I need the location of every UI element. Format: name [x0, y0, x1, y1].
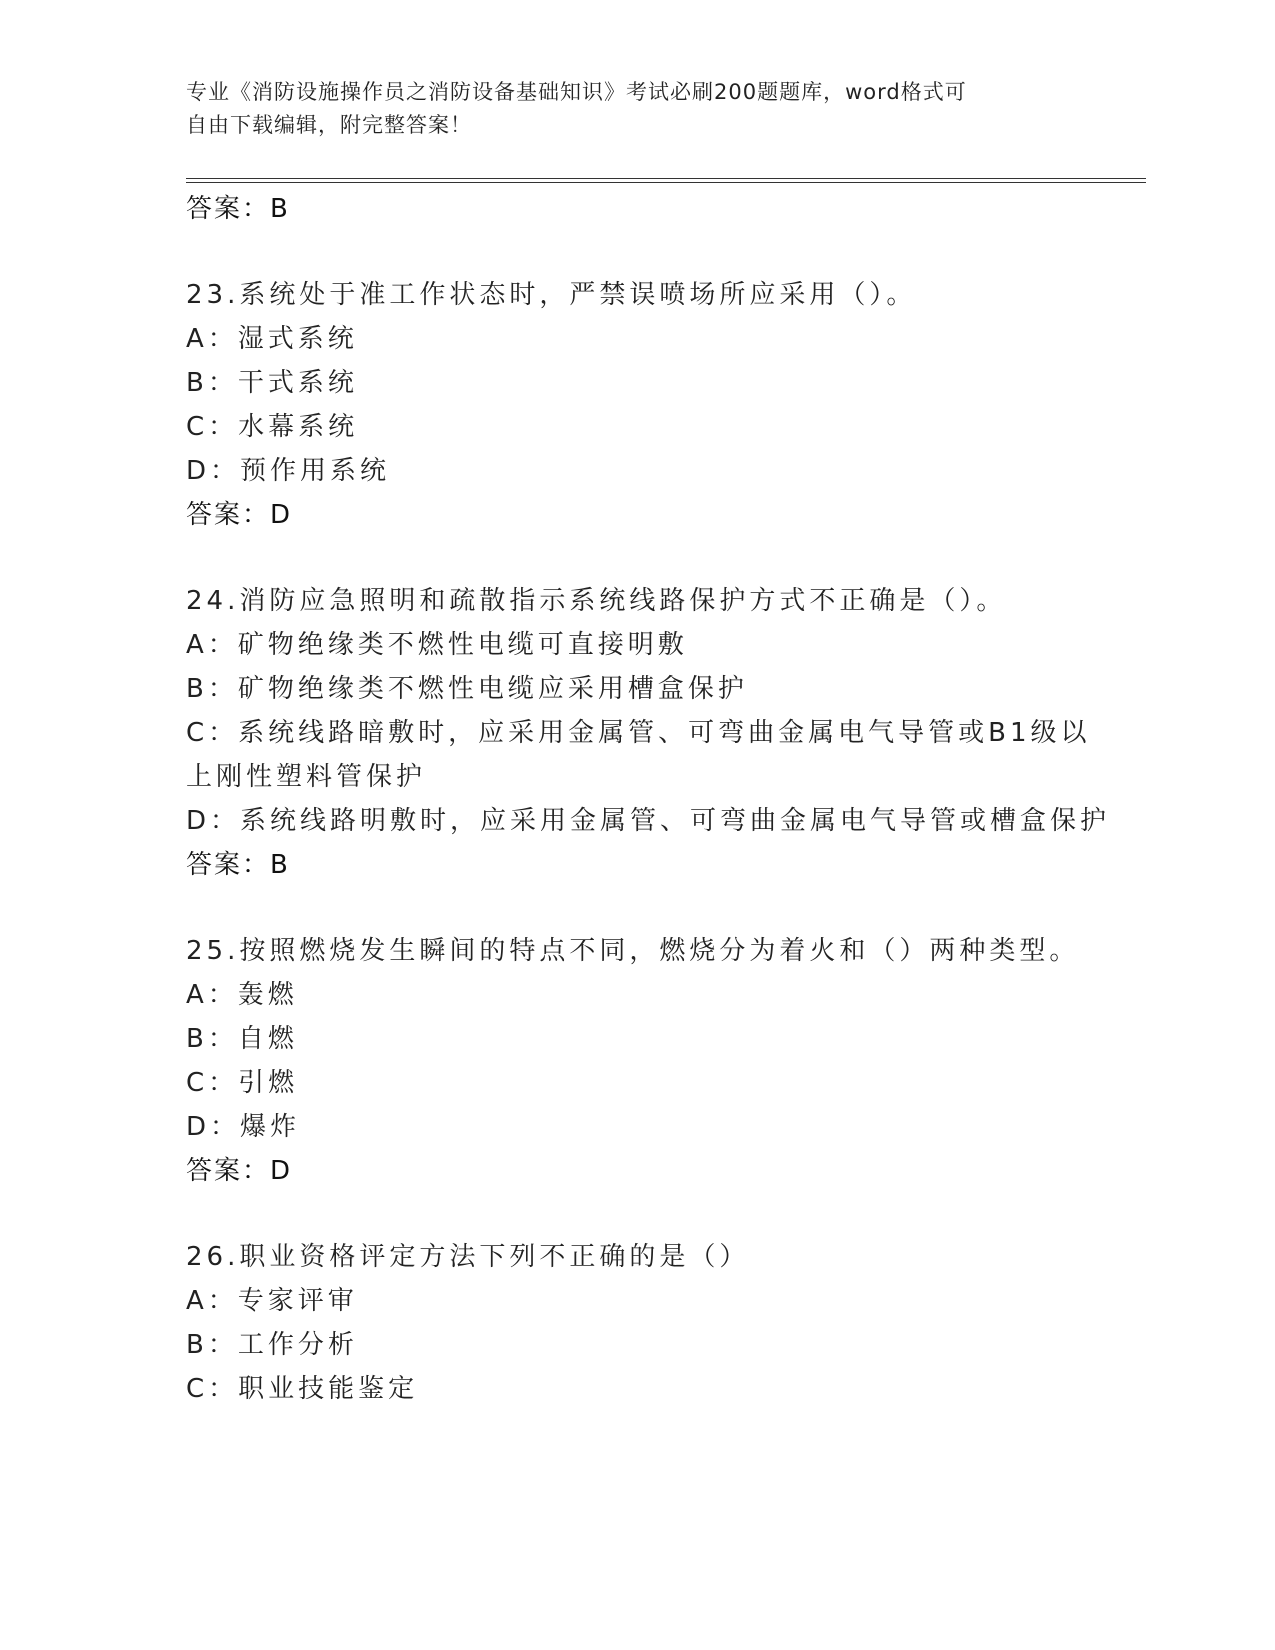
q24-answer: 答案：B — [186, 850, 290, 880]
q24-option-d: D：系统线路明敷时，应采用金属管、可弯曲金属电气导管或槽盒保护 — [186, 806, 1111, 836]
q23-answer: 答案：D — [186, 500, 293, 530]
q25-option-d: D：爆炸 — [186, 1112, 301, 1142]
q25-option-b: B：自燃 — [186, 1024, 298, 1054]
question-25: 25.按照燃烧发生瞬间的特点不同，燃烧分为着火和（）两种类型。 — [186, 936, 1080, 966]
q26-option-c: C：职业技能鉴定 — [186, 1374, 419, 1404]
question-26: 26.职业资格评定方法下列不正确的是（） — [186, 1242, 750, 1272]
q24-option-b: B：矿物绝缘类不燃性电缆应采用槽盒保护 — [186, 674, 748, 704]
q25-option-c: C：引燃 — [186, 1068, 299, 1098]
q24-option-c-line2: 上刚性塑料管保护 — [186, 762, 427, 792]
q25-answer: 答案：D — [186, 1156, 293, 1186]
q23-option-c: C：水幕系统 — [186, 412, 359, 442]
header-line-1: 专业《消防设施操作员之消防设备基础知识》考试必刷200题题库，word格式可 — [186, 80, 967, 104]
q23-option-a: A：湿式系统 — [186, 324, 358, 354]
document-header — [186, 76, 1066, 142]
question-24: 24.消防应急照明和疏散指示系统线路保护方式不正确是（）。 — [186, 586, 1007, 616]
q26-option-a: A：专家评审 — [186, 1286, 358, 1316]
answer-prev: 答案：B — [186, 194, 290, 224]
q25-option-a: A：轰燃 — [186, 980, 298, 1010]
header-rule-top — [186, 178, 1146, 179]
header-rule-bottom — [186, 182, 1146, 183]
q26-option-b: B：工作分析 — [186, 1330, 358, 1360]
q23-option-d: D：预作用系统 — [186, 456, 391, 486]
q23-option-b: B：干式系统 — [186, 368, 358, 398]
q24-option-c-line1: C：系统线路暗敷时，应采用金属管、可弯曲金属电气导管或B1级以 — [186, 718, 1091, 748]
question-23: 23.系统处于准工作状态时，严禁误喷场所应采用（）。 — [186, 280, 917, 310]
q24-option-a: A：矿物绝缘类不燃性电缆可直接明敷 — [186, 630, 688, 660]
header-line-2: 自由下载编辑，附完整答案！ — [186, 113, 472, 137]
